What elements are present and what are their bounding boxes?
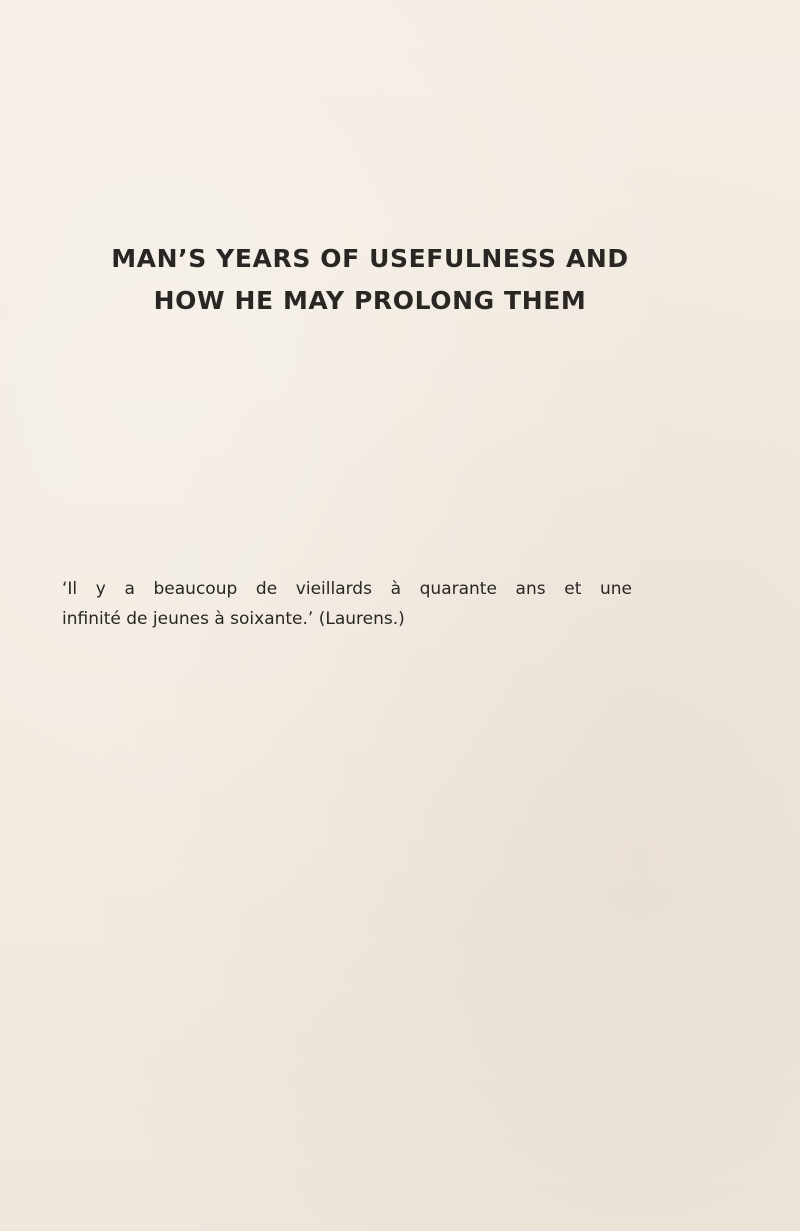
epigraph-line-1: ‘Il y a beaucoup de vieillards à quarante ans et une bbox=[62, 579, 632, 599]
epigraph-line-2: infinité de jeunes à soixante.’ (Laurens.) bbox=[62, 609, 405, 629]
epigraph bbox=[62, 574, 632, 634]
chapter-title-line-1: MAN’S YEARS OF USEFULNESS AND bbox=[111, 244, 629, 273]
chapter-title-line-2: HOW HE MAY PROLONG THEM bbox=[153, 286, 587, 315]
chapter-title bbox=[90, 238, 650, 322]
